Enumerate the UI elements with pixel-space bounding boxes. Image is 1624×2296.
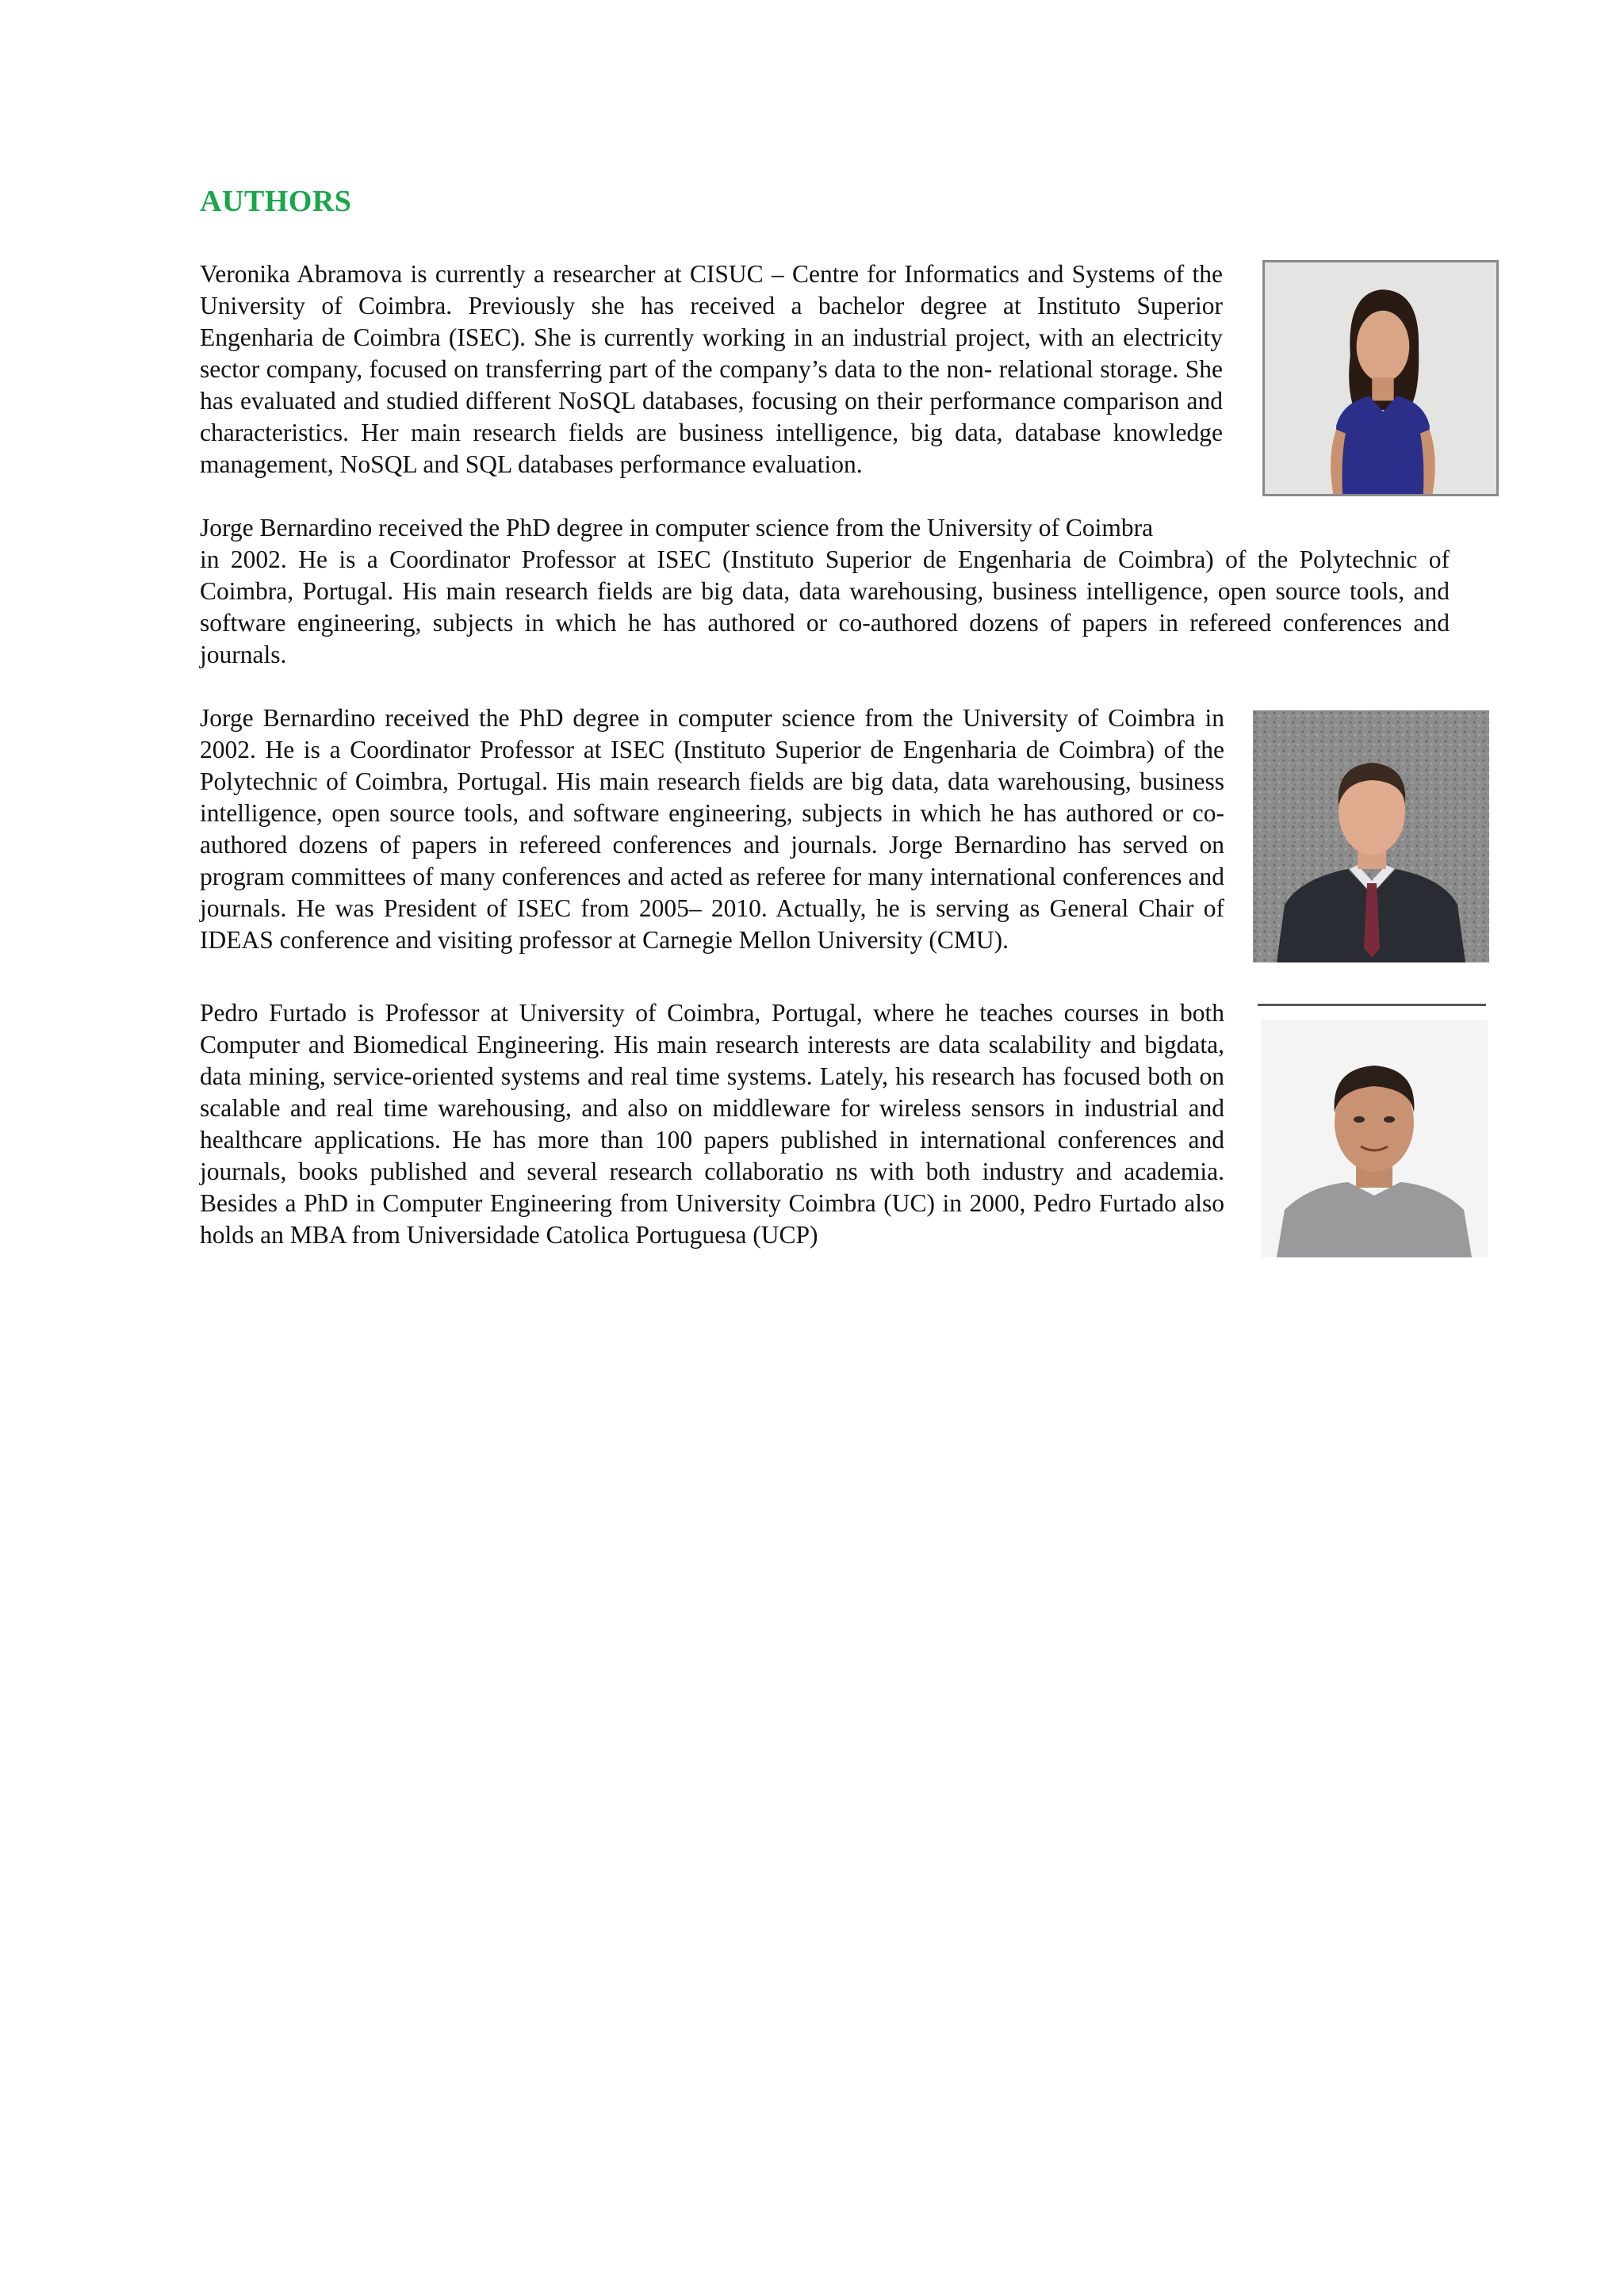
photo-abramova [1262,260,1499,496]
bio-bernardino-short-line1: Jorge Bernardino received the PhD degree in computer science from the University of Coimbra [200,514,1154,541]
photo-furtado [1261,1020,1488,1257]
bio-bernardino-full: Jorge Bernardino received the PhD degree in computer science from the University of Coimbra in 2002. He is a Coordinator Professor at ISEC (Instituto Superior de Engenharia de Coimbra) of the Polytechnic of Coimbra, Portugal. His main research fields are big data, data warehousing, business intelligence, open source tools, and software engineering, subjects in which he has authored or co-authored dozens of papers in refereed conferences and journals. Jorge Bernardino has served on program committees of many conferences and acted as referee for many international conferences and journals. He was President of ISEC from 2005– 2010. Actually, he is serving as General Chair of IDEAS conference and visiting professor at Carnegie Mellon University (CMU). [200,704,1224,954]
section-heading: AUTHORS [200,185,352,218]
photo-bernardino [1253,710,1489,962]
bio-abramova: Veronika Abramova is currently a researcher at CISUC – Centre for Informatics and Systems of the University of Coimbra. Previously she has received a bachelor degree at Instituto Superior Engenharia de Coimbra (ISEC). She is currently working in an industrial project, with an electricity sector company, focused on transferring part of the company’s data to the non- relational storage. She has evaluated and studied different NoSQL databases, focusing on their performance comparison and characteristics. Her main research fields are business intelligence, big data, database knowledge management, NoSQL and SQL databases performance evaluation. [200,260,1223,478]
bio-furtado: Pedro Furtado is Professor at University of Coimbra, Portugal, where he teaches courses in both Computer and Biomedical Engineering. His main research interests are data scalability and bigdata, data mining, service-oriented systems and real time systems. Lately, his research has focused both on scalable and real time warehousing, and also on middleware for wireless sensors in industrial and healthcare applications. He has more than 100 papers published in international conferences and journals, books published and several research collaboratio ns with both industry and academia. Besides a PhD in Computer Engineering from University Coimbra (UC) in 2000, Pedro Furtado also holds an MBA from Universidade Catolica Portuguesa (UCP) [200,999,1224,1249]
bio-bernardino-short-rest: in 2002. He is a Coordinator Professor at ISEC (Instituto Superior de Engenharia de Coimbra) of the Polytechnic of Coimbra, Portugal. His main research fields are big data, data warehousing, business intelligence, open source tools, and software engineering, subjects in which he has authored or co-authored dozens of papers in refereed conferences and journals. [200,545,1450,668]
photo-divider-line [1258,1004,1486,1006]
